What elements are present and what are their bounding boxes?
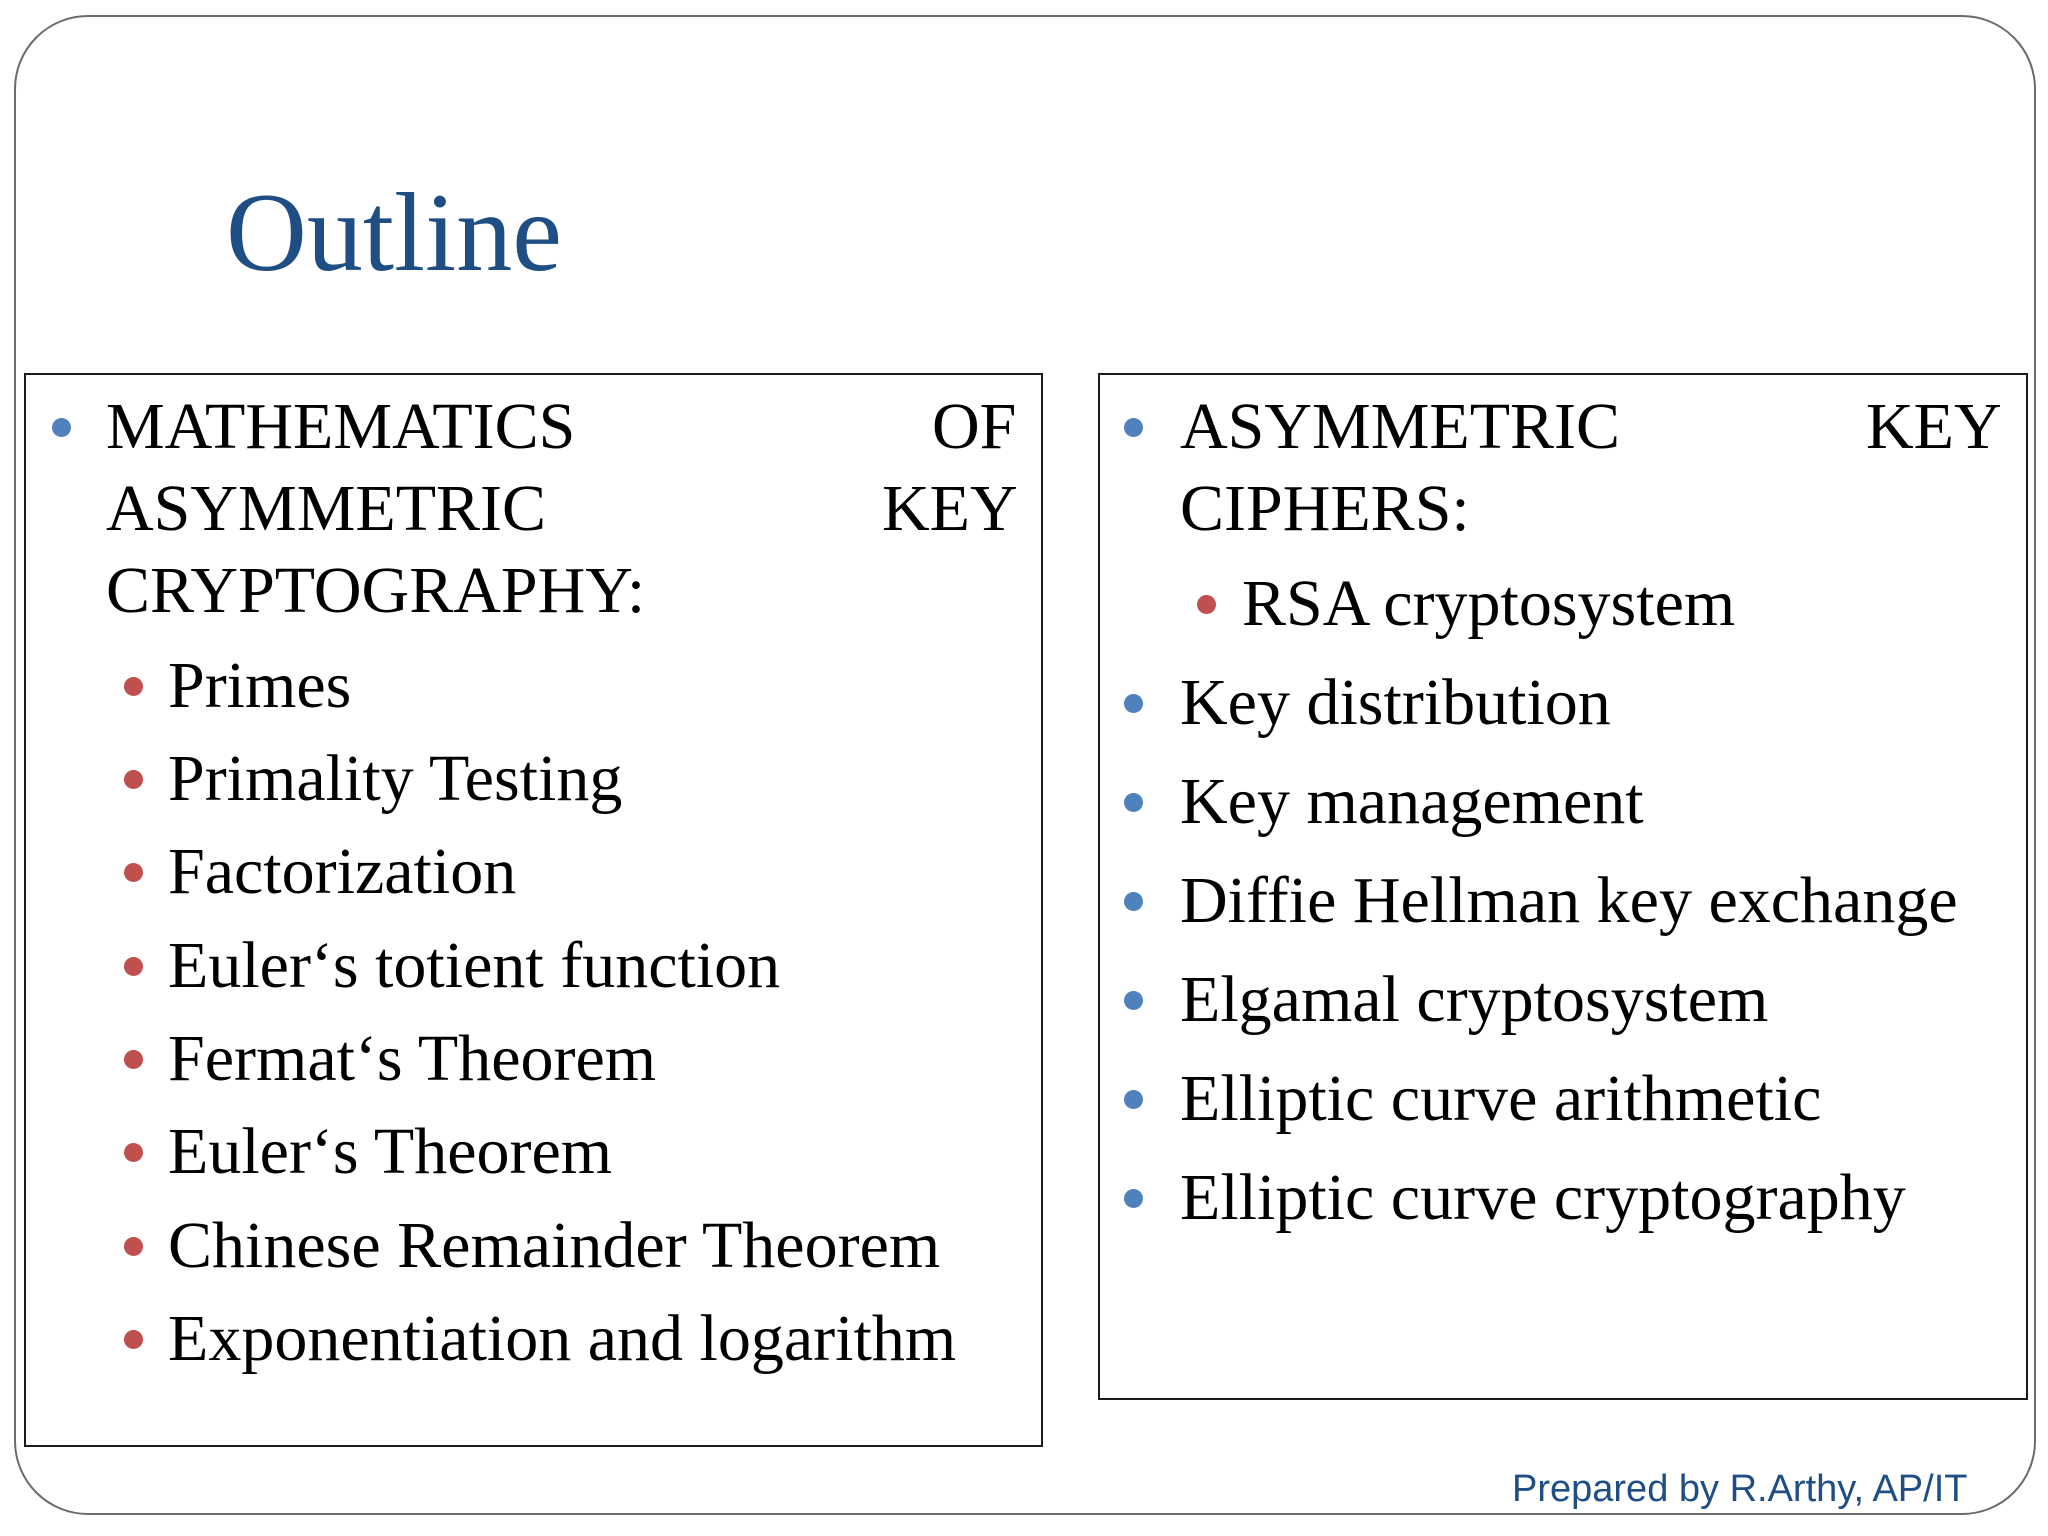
left-list-item: Factorization [168,835,517,908]
bullet-dot-icon [124,677,143,696]
right-list-item: Elliptic curve cryptography [1180,1161,1906,1234]
left-list-item: Exponentiation and logarithm [168,1302,957,1375]
right-list-item: Key distribution [1180,666,1611,739]
left-list-item: Euler‘s totient function [168,929,781,1002]
left-heading-line1-left: MATHEMATICS [106,390,576,463]
left-list-item: Primality Testing [168,742,623,815]
bullet-dot-icon [1124,892,1143,911]
right-list-item: Key management [1180,765,1644,838]
slide-title: Outline [226,171,562,295]
bullet-dot-icon [124,1050,143,1069]
left-list-item: Euler‘s Theorem [168,1115,613,1188]
left-heading-line2-left: ASYMMETRIC [106,472,547,545]
right-heading-line1-right: KEY [1866,390,2002,463]
left-heading-line2-right: KEY [882,472,1018,545]
right-list-item: Elliptic curve arithmetic [1180,1062,1822,1135]
left-list-item: Fermat‘s Theorem [168,1022,657,1095]
left-list-item: Primes [168,649,352,722]
bullet-dot-icon [1124,1090,1143,1109]
bullet-dot-icon [124,770,143,789]
bullet-dot-icon [124,863,143,882]
footer-credit: Prepared by R.Arthy, AP/IT [1512,1468,1968,1510]
bullet-dot-icon [124,1237,143,1256]
bullet-dot-icon [1124,418,1143,437]
bullet-dot-icon [124,1330,143,1349]
bullet-dot-icon [1124,694,1143,713]
bullet-dot-icon [124,1143,143,1162]
bullet-dot-icon [124,957,143,976]
right-heading-line2: CIPHERS: [1180,472,1470,545]
right-sub-item: RSA cryptosystem [1242,567,1736,640]
right-list-item: Elgamal cryptosystem [1180,963,1769,1036]
left-heading-line3: CRYPTOGRAPHY: [106,554,646,627]
bullet-dot-icon [1197,595,1216,614]
right-heading-line1-left: ASYMMETRIC [1180,390,1621,463]
bullet-dot-icon [1124,1189,1143,1208]
left-list-item: Chinese Remainder Theorem [168,1209,941,1282]
left-heading-line1-right: OF [932,390,1017,463]
bullet-dot-icon [1124,991,1143,1010]
right-list-item: Diffie Hellman key exchange [1180,864,1958,937]
bullet-dot-icon [1124,793,1143,812]
bullet-dot-icon [52,418,71,437]
